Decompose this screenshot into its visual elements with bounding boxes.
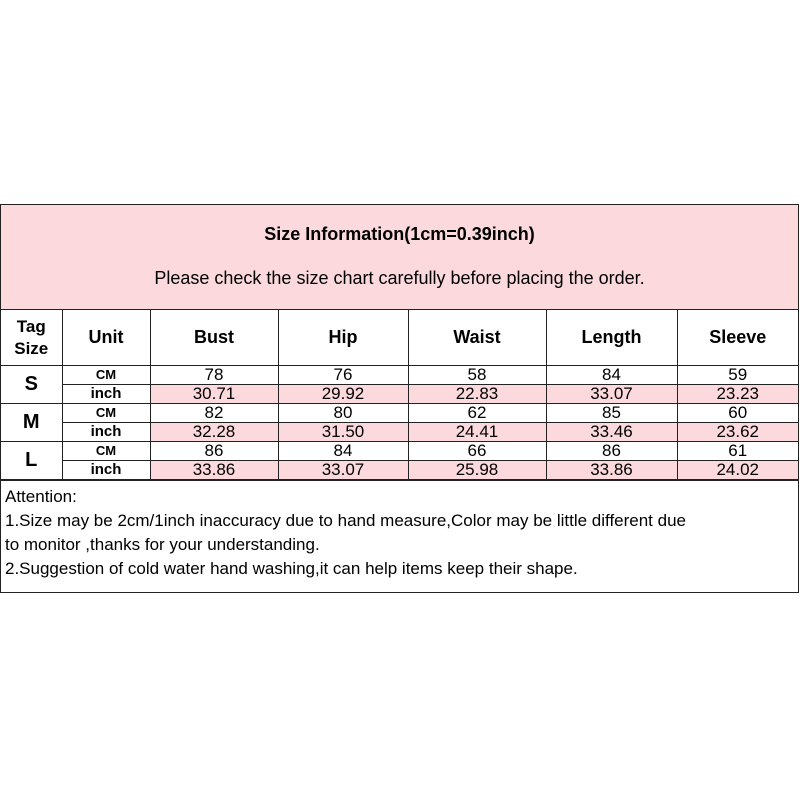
length-cell: 85: [546, 404, 677, 423]
bust-cell: 86: [150, 442, 278, 461]
unit-cell: inch: [62, 385, 150, 404]
unit-cell: CM: [62, 404, 150, 423]
header-waist: Waist: [408, 310, 546, 366]
length-cell: 33.86: [546, 461, 677, 480]
attention-notes: [1, 480, 798, 592]
unit-cell: inch: [62, 423, 150, 442]
table-row: [1, 461, 798, 480]
bust-cell: 32.28: [150, 423, 278, 442]
bust-cell: 30.71: [150, 385, 278, 404]
attention-note-2: 2.Suggestion of cold water hand washing,it can help items keep their shape.: [5, 559, 578, 578]
waist-cell: 25.98: [408, 461, 546, 480]
waist-cell: 24.41: [408, 423, 546, 442]
table-row: [1, 442, 798, 461]
sleeve-cell: 61: [677, 442, 798, 461]
length-cell: 86: [546, 442, 677, 461]
table-row: [1, 385, 798, 404]
size-chart: [0, 204, 799, 593]
hip-cell: 80: [278, 404, 408, 423]
sleeve-cell: 24.02: [677, 461, 798, 480]
header-tag-label: Tag: [16, 316, 46, 336]
size-cell-l: L: [1, 442, 62, 480]
sleeve-cell: 23.23: [677, 385, 798, 404]
length-cell: 33.46: [546, 423, 677, 442]
size-cell-m: M: [1, 404, 62, 442]
waist-cell: 58: [408, 366, 546, 385]
attention-note-1: 1.Size may be 2cm/1inch inaccuracy due to hand measure,Color may be little different due: [5, 511, 686, 530]
waist-cell: 62: [408, 404, 546, 423]
hip-cell: 76: [278, 366, 408, 385]
bust-cell: 33.86: [150, 461, 278, 480]
chart-subtitle: Please check the size chart carefully before placing the order.: [154, 268, 645, 288]
header-sleeve: Sleeve: [677, 310, 798, 366]
header-length: Length: [546, 310, 677, 366]
bust-cell: 78: [150, 366, 278, 385]
table-row: [1, 423, 798, 442]
sleeve-cell: 23.62: [677, 423, 798, 442]
table-row: [1, 404, 798, 423]
chart-title: Size Information(1cm=0.39inch): [264, 224, 535, 244]
chart-header: [1, 205, 798, 310]
attention-heading: Attention:: [5, 487, 77, 506]
hip-cell: 31.50: [278, 423, 408, 442]
size-table: [1, 310, 798, 480]
hip-cell: 84: [278, 442, 408, 461]
waist-cell: 66: [408, 442, 546, 461]
length-cell: 84: [546, 366, 677, 385]
hip-cell: 33.07: [278, 461, 408, 480]
table-row: [1, 366, 798, 385]
unit-cell: CM: [62, 442, 150, 461]
unit-cell: inch: [62, 461, 150, 480]
unit-cell: CM: [62, 366, 150, 385]
header-unit: Unit: [62, 310, 150, 366]
header-hip: Hip: [278, 310, 408, 366]
hip-cell: 29.92: [278, 385, 408, 404]
sleeve-cell: 60: [677, 404, 798, 423]
size-cell-s: S: [1, 366, 62, 404]
header-tag-size: [1, 310, 62, 366]
attention-note-1-cont: to monitor ,thanks for your understanding.: [5, 535, 320, 554]
sleeve-cell: 59: [677, 366, 798, 385]
header-size-label: Size: [14, 338, 49, 358]
length-cell: 33.07: [546, 385, 677, 404]
table-header-row: [1, 310, 798, 366]
waist-cell: 22.83: [408, 385, 546, 404]
bust-cell: 82: [150, 404, 278, 423]
header-bust: Bust: [150, 310, 278, 366]
